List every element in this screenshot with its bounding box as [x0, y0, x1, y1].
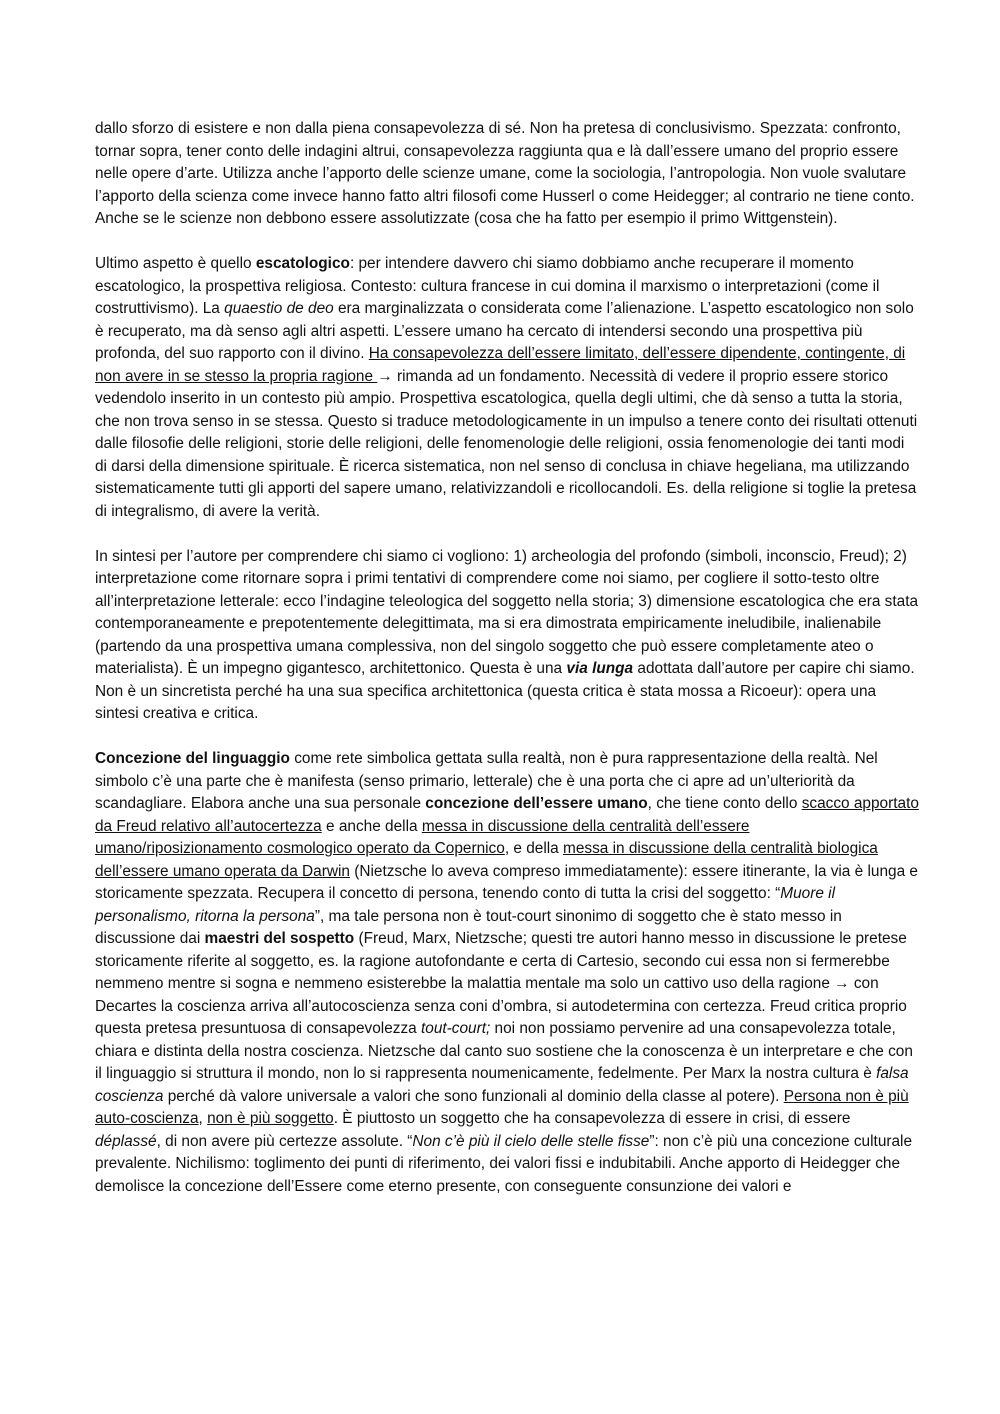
text-segment: ”, ma tale persona non è tout-court sinonimo di soggetto che è stato messo in discussione dai: [95, 907, 842, 947]
underlined-text: Persona non è più auto-coscienza: [95, 1087, 909, 1127]
text-segment: , e della: [504, 840, 563, 857]
text-segment: perché dà valore universale a valori che sono funzionali al dominio della classe al potere).: [163, 1087, 784, 1105]
bold-text: escatologico: [255, 255, 350, 272]
italic-text: déplassé: [95, 1132, 157, 1150]
italic-text: Muore il personalismo, ritorna la persona: [95, 885, 836, 925]
text-segment: → rimanda ad un fondamento. Necessità di vedere il proprio essere storico vedendolo inserito in un contesto più ampio. Prospettiva escatologica, quella degli ultimi, che dà senso a tutta la storia, che non trova senso in se stessa. Questo si traduce metodologicamente in un impulso a tenere conto dei risultati ottenuti dalle filosofie delle religioni, storie delle religioni, delle fenomenologie delle religioni, ossia fenomenologie dei tanti modi di darsi della dimensione spirituale. È ricerca sistematica, non nel senso di conclusa in chiave hegeliana, ma utilizzando sistematicamente tutti gli apporti del sapere umano, relativizzandoli e ricollocandoli. Es. della religione si toglie la pretesa di integralismo, di avere la verità.: [95, 367, 918, 520]
text-segment: In sintesi per l’autore per comprendere chi siamo ci vogliono: 1) archeologia del profondo (simboli, inconscio, Freud); 2) interpretazione come ritornare sopra i primi tentativi di comprendere come noi siamo, per cogliere il sotto-testo oltre all’interpretazione letterale: ecco l’indagine teleologica del soggetto nella storia; 3) dimensione escatologica che era stata contemporaneamente e prepotentemente delegittimata, ma si era dimostrata empiricamente ineludibile, inalienabile (partendo da una prospettiva umana complessiva, non del singolo soggetto che può essere completamente ateo o materialista). È un impegno gigantesco, architettonico. Questa è una: [95, 547, 919, 677]
bold-italic-text: via lunga: [566, 660, 634, 677]
text-segment: noi non possiamo pervenire ad una consapevolezza totale, chiara e distinta della nostra coscienza. Nietzsche dal canto suo sostiene che la conoscenza è un interpretare e che con il linguaggio si struttura il mondo, non lo si rappresenta noumenicamente, fedelmente. Per Marx la nostra cultura è: [95, 1020, 913, 1082]
underlined-text: messa in discussione della centralità biologica dell’essere umano operata da Darwin: [95, 840, 878, 880]
bold-text: concezione dell’essere umano: [425, 795, 648, 812]
text-segment: , che tiene conto dello: [647, 795, 802, 812]
text-segment: Ultimo aspetto è quello: [95, 255, 256, 272]
paragraph-p3: [95, 546, 920, 726]
text-segment: ”: non c’è più una concezione culturale prevalente. Nichilismo: toglimento dei punti di riferimento, dei valori fissi e indubitabili. Anche apporto di Heidegger che demolisce la concezione dell’Essere come eterno presente, con conseguente consunzione dei valori e: [95, 1132, 913, 1195]
text-segment: : per intendere davvero chi siamo dobbiamo anche recuperare il momento escatologico, la prospettiva religiosa. Contesto: cultura francese in cui domina il marxismo o interpretazioni (come il costruttivismo). La: [95, 255, 880, 317]
bold-text: Concezione del linguaggio: [95, 750, 290, 767]
paragraph-p2: [95, 253, 920, 523]
underlined-text: non è più soggetto: [207, 1110, 334, 1127]
italic-text: Non c’è più il cielo delle stelle fisse: [412, 1132, 650, 1150]
paragraph-p1: [95, 118, 920, 231]
italic-text: tout-court;: [420, 1020, 491, 1037]
text-segment: , di non avere più certezze assolute. “: [156, 1132, 413, 1150]
text-segment: e anche della: [321, 817, 422, 835]
italic-text: falsa coscienza: [95, 1065, 909, 1105]
text-segment: adottata dall’autore per capire chi siamo. Non è un sincretista perché ha una sua specifica architettonica (questa critica è stata mossa a Ricoeur): opera una sintesi creativa e critica.: [95, 660, 915, 722]
document-page: [95, 118, 920, 1221]
italic-text: quaestio de deo: [224, 300, 334, 317]
text-segment: era marginalizzata o considerata come l’alienazione. L’aspetto escatologico non solo è recuperato, ma dà senso agli altri aspetti. L’essere umano ha cercato di intendersi secondo una prospettiva più profonda, del suo rapporto con il divino.: [95, 300, 914, 362]
text-segment: ,: [198, 1110, 208, 1127]
text-segment: come rete simbolica gettata sulla realtà, non è pura rappresentazione della realtà. Nel simbolo c’è una parte che è manifesta (senso primario, letterale) che è una porta che ci apre ad un’ulteriorità da scandagliare. Elabora anche una sua personale: [95, 750, 878, 812]
underlined-text: Ha consapevolezza dell’essere limitato, dell’essere dipendente, contingente, di non avere in se stesso la propria ragione: [95, 345, 906, 385]
underlined-text: scacco apportato da Freud relativo all’autocertezza: [95, 795, 919, 835]
text-segment: (Freud, Marx, Nietzsche; questi tre autori hanno messo in discussione le pretese storicamente riferite al soggetto, es. la ragione autofondante e certa di Cartesio, secondo cui essa non si fermerebbe nemmeno mentre si sogna e nemmeno esisterebbe la malattia mentale ma solo un cattivo uso della ragione → con Decartes la coscienza arriva all’autocoscienza senza coni d’ombra, si autodetermina con certezza. Freud critica proprio questa pretesa presuntuosa di consapevolezza: [95, 930, 907, 1037]
text-segment: (Nietzsche lo aveva compreso immediatamente): essere itinerante, la via è lunga e storicamente spezzata. Recupera il concetto di persona, tenendo conto di tutta la crisi del soggetto: “: [95, 862, 918, 902]
text-segment: . È piuttosto un soggetto che ha consapevolezza di essere in crisi, di essere: [333, 1110, 851, 1127]
bold-text: maestri del sospetto: [204, 930, 355, 947]
paragraph-p4: [95, 748, 920, 1198]
text-segment: dallo sforzo di esistere e non dalla piena consapevolezza di sé. Non ha pretesa di conclusivismo. Spezzata: confronto, tornar sopra, tener conto delle indagini altrui, consapevolezza raggiunta qua e là dall’essere umano del proprio essere nelle opere d’arte. Utilizza anche l’apporto delle scienze umane, come la sociologia, l’antropologia. Non vuole svalutare l’apporto della scienza come invece hanno fatto altri filosofi come Husserl o come Heidegger; al contrario ne tiene conto. Anche se le scienze non debbono essere assolutizzate (cosa che ha fatto per esempio il primo Wittgenstein).: [95, 120, 915, 227]
underlined-text: messa in discussione della centralità dell’essere umano/riposizionamento cosmologico operato da Copernico: [95, 817, 750, 857]
